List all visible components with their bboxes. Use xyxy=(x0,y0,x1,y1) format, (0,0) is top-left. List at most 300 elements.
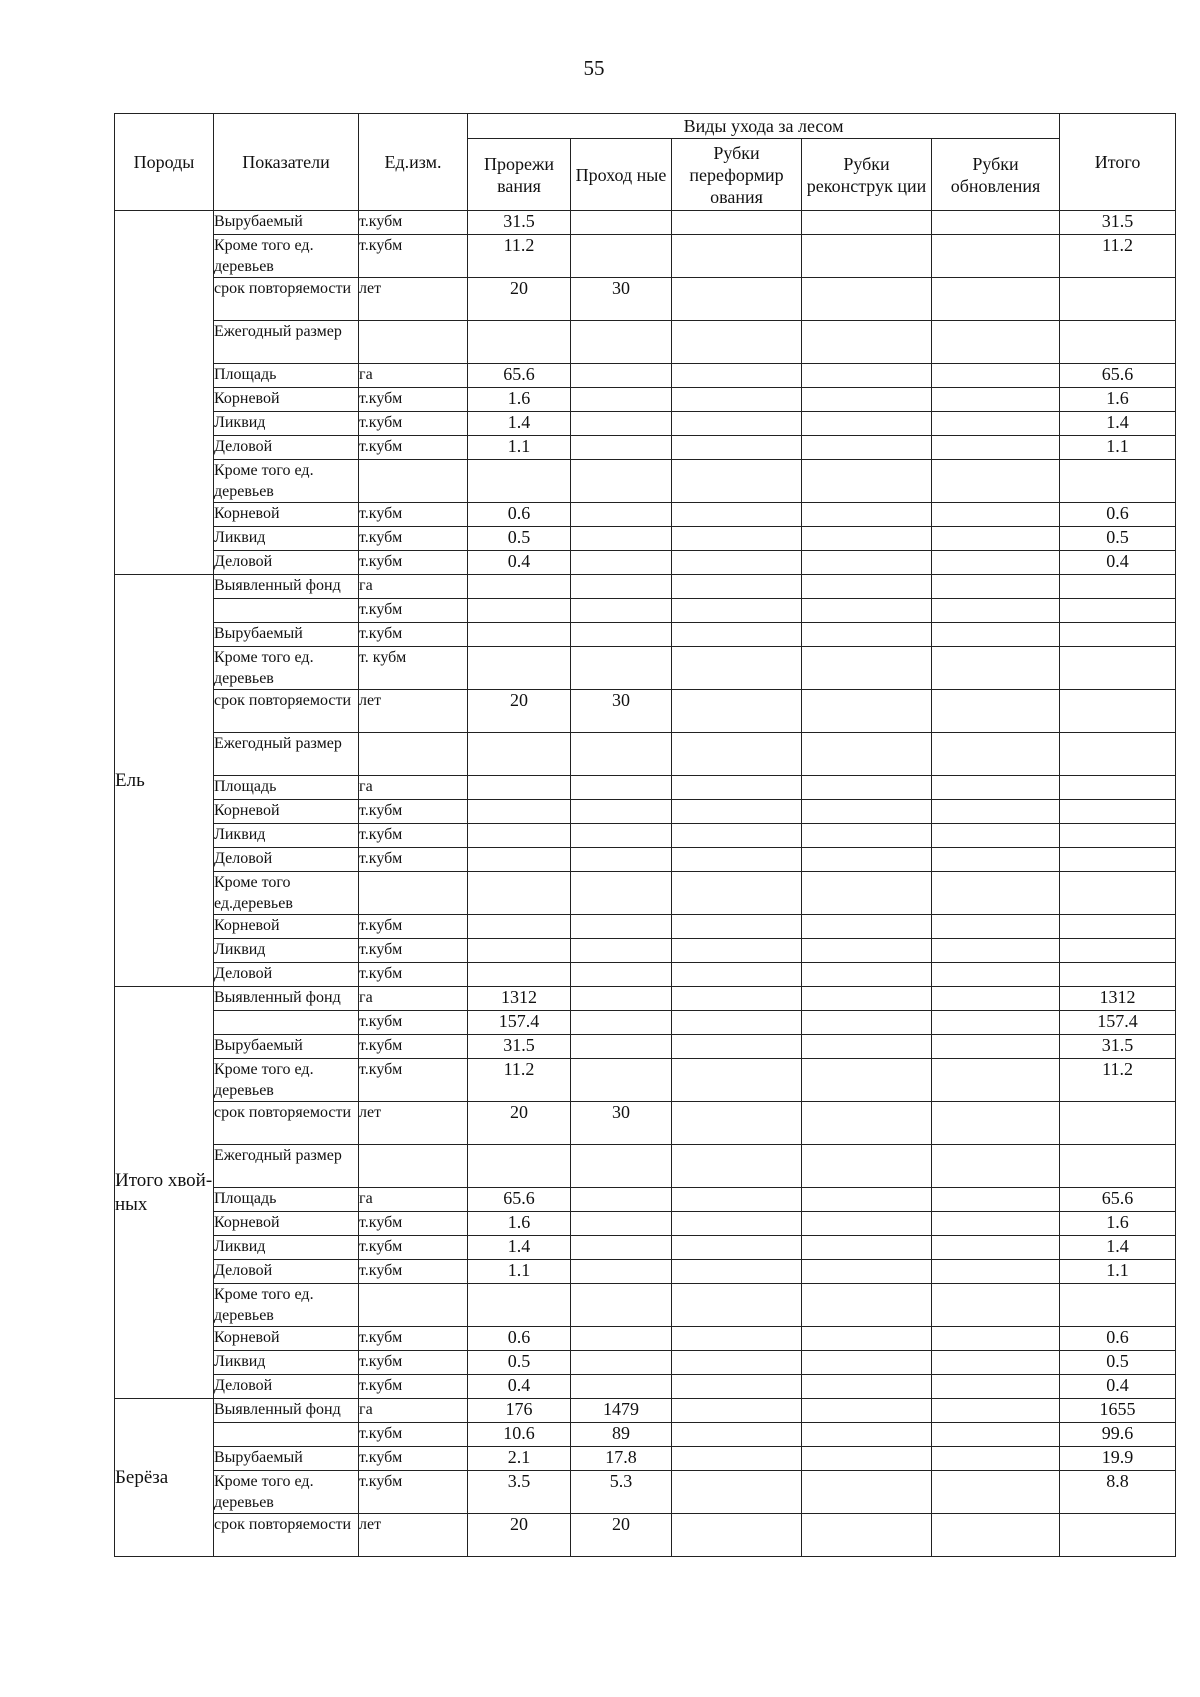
passage-cell xyxy=(571,211,672,235)
thinning-cell: 20 xyxy=(468,690,571,733)
total-cell xyxy=(1060,599,1176,623)
indicator-cell: Ежегодный размер xyxy=(214,733,359,776)
unit-cell: т.кубм xyxy=(359,1212,468,1236)
renewal-cell xyxy=(932,872,1060,915)
reform-cell xyxy=(672,987,802,1011)
reconstruct-cell xyxy=(802,1375,932,1399)
renewal-cell xyxy=(932,1035,1060,1059)
unit-cell: т.кубм xyxy=(359,915,468,939)
reform-cell xyxy=(672,1447,802,1471)
table-row xyxy=(115,776,1176,800)
thinning-cell: 1.6 xyxy=(468,1212,571,1236)
thinning-cell: 65.6 xyxy=(468,1188,571,1212)
reconstruct-cell xyxy=(802,235,932,278)
table-row xyxy=(115,1236,1176,1260)
indicator-cell: Выявленный фонд xyxy=(214,987,359,1011)
renewal-cell xyxy=(932,939,1060,963)
reconstruct-cell xyxy=(802,436,932,460)
table-row xyxy=(115,987,1176,1011)
reform-cell xyxy=(672,915,802,939)
indicator-cell: Вырубаемый xyxy=(214,623,359,647)
reform-cell xyxy=(672,575,802,599)
total-cell: 65.6 xyxy=(1060,364,1176,388)
indicator-cell: срок повторяемости xyxy=(214,278,359,321)
total-cell xyxy=(1060,848,1176,872)
reconstruct-cell xyxy=(802,1188,932,1212)
reconstruct-cell xyxy=(802,733,932,776)
thinning-cell: 0.5 xyxy=(468,1351,571,1375)
renewal-cell xyxy=(932,321,1060,364)
indicator-cell: Корневой xyxy=(214,915,359,939)
header-reform: Рубки переформир ования xyxy=(672,139,802,211)
table-row xyxy=(115,412,1176,436)
indicator-cell: Ликвид xyxy=(214,1236,359,1260)
indicator-cell xyxy=(214,1423,359,1447)
reform-cell xyxy=(672,690,802,733)
thinning-cell xyxy=(468,460,571,503)
table-row xyxy=(115,364,1176,388)
reform-cell xyxy=(672,1423,802,1447)
thinning-cell xyxy=(468,915,571,939)
thinning-cell: 20 xyxy=(468,1102,571,1145)
table-row xyxy=(115,800,1176,824)
unit-cell: т.кубм xyxy=(359,527,468,551)
table-row xyxy=(115,388,1176,412)
total-cell xyxy=(1060,575,1176,599)
passage-cell xyxy=(571,1284,672,1327)
total-cell xyxy=(1060,1284,1176,1327)
total-cell: 1.6 xyxy=(1060,1212,1176,1236)
renewal-cell xyxy=(932,800,1060,824)
table-row xyxy=(115,1514,1176,1557)
species-cell: Итого хвой- ных xyxy=(115,987,214,1399)
forest-care-table xyxy=(114,113,1176,1557)
passage-cell xyxy=(571,848,672,872)
thinning-cell xyxy=(468,1284,571,1327)
thinning-cell: 31.5 xyxy=(468,1035,571,1059)
renewal-cell xyxy=(932,1102,1060,1145)
reconstruct-cell xyxy=(802,1284,932,1327)
unit-cell: т.кубм xyxy=(359,1375,468,1399)
table-row xyxy=(115,235,1176,278)
reform-cell xyxy=(672,1260,802,1284)
indicator-cell: Деловой xyxy=(214,848,359,872)
reform-cell xyxy=(672,1375,802,1399)
passage-cell xyxy=(571,939,672,963)
thinning-cell xyxy=(468,963,571,987)
reform-cell xyxy=(672,963,802,987)
reform-cell xyxy=(672,1514,802,1557)
reconstruct-cell xyxy=(802,1236,932,1260)
renewal-cell xyxy=(932,436,1060,460)
passage-cell xyxy=(571,1145,672,1188)
table-row xyxy=(115,647,1176,690)
total-cell xyxy=(1060,939,1176,963)
renewal-cell xyxy=(932,1188,1060,1212)
unit-cell: га xyxy=(359,575,468,599)
species-cell: Берёза xyxy=(115,1399,214,1557)
total-cell: 65.6 xyxy=(1060,1188,1176,1212)
total-cell: 19.9 xyxy=(1060,1447,1176,1471)
table-row xyxy=(115,1212,1176,1236)
passage-cell: 5.3 xyxy=(571,1471,672,1514)
total-cell xyxy=(1060,1102,1176,1145)
reconstruct-cell xyxy=(802,1471,932,1514)
renewal-cell xyxy=(932,1447,1060,1471)
reconstruct-cell xyxy=(802,1447,932,1471)
table-row xyxy=(115,1471,1176,1514)
renewal-cell xyxy=(932,1284,1060,1327)
thinning-cell xyxy=(468,872,571,915)
unit-cell: т.кубм xyxy=(359,599,468,623)
table-row xyxy=(115,551,1176,575)
indicator-cell: Корневой xyxy=(214,388,359,412)
unit-cell: га xyxy=(359,776,468,800)
reform-cell xyxy=(672,800,802,824)
total-cell: 0.5 xyxy=(1060,527,1176,551)
passage-cell xyxy=(571,623,672,647)
indicator-cell: Ликвид xyxy=(214,1351,359,1375)
passage-cell xyxy=(571,599,672,623)
renewal-cell xyxy=(932,824,1060,848)
reform-cell xyxy=(672,321,802,364)
reform-cell xyxy=(672,551,802,575)
reconstruct-cell xyxy=(802,575,932,599)
unit-cell: га xyxy=(359,1399,468,1423)
thinning-cell: 0.4 xyxy=(468,551,571,575)
reconstruct-cell xyxy=(802,800,932,824)
renewal-cell xyxy=(932,460,1060,503)
thinning-cell: 11.2 xyxy=(468,1059,571,1102)
renewal-cell xyxy=(932,1327,1060,1351)
thinning-cell: 0.4 xyxy=(468,1375,571,1399)
indicator-cell: Ежегодный размер xyxy=(214,321,359,364)
unit-cell: т. кубм xyxy=(359,647,468,690)
passage-cell xyxy=(571,1351,672,1375)
passage-cell xyxy=(571,733,672,776)
table-row xyxy=(115,1351,1176,1375)
reconstruct-cell xyxy=(802,1035,932,1059)
thinning-cell: 0.6 xyxy=(468,503,571,527)
indicator-cell: Ежегодный размер xyxy=(214,1145,359,1188)
table-row xyxy=(115,1284,1176,1327)
unit-cell: т.кубм xyxy=(359,1471,468,1514)
indicator-cell: срок повторяемости xyxy=(214,690,359,733)
unit-cell: т.кубм xyxy=(359,436,468,460)
passage-cell xyxy=(571,388,672,412)
reconstruct-cell xyxy=(802,321,932,364)
passage-cell xyxy=(571,1188,672,1212)
unit-cell: т.кубм xyxy=(359,1447,468,1471)
total-cell: 99.6 xyxy=(1060,1423,1176,1447)
total-cell: 1.1 xyxy=(1060,1260,1176,1284)
unit-cell: т.кубм xyxy=(359,503,468,527)
reconstruct-cell xyxy=(802,1399,932,1423)
unit-cell: т.кубм xyxy=(359,388,468,412)
table-row xyxy=(115,436,1176,460)
renewal-cell xyxy=(932,987,1060,1011)
renewal-cell xyxy=(932,503,1060,527)
reform-cell xyxy=(672,211,802,235)
unit-cell xyxy=(359,1284,468,1327)
total-cell xyxy=(1060,1514,1176,1557)
table-row xyxy=(115,623,1176,647)
thinning-cell: 1312 xyxy=(468,987,571,1011)
reconstruct-cell xyxy=(802,623,932,647)
table-row xyxy=(115,599,1176,623)
thinning-cell xyxy=(468,800,571,824)
total-cell: 1.4 xyxy=(1060,1236,1176,1260)
reconstruct-cell xyxy=(802,824,932,848)
species-cell: Ель xyxy=(115,575,214,987)
unit-cell xyxy=(359,460,468,503)
total-cell xyxy=(1060,1145,1176,1188)
passage-cell xyxy=(571,1059,672,1102)
unit-cell: т.кубм xyxy=(359,551,468,575)
thinning-cell: 0.5 xyxy=(468,527,571,551)
reform-cell xyxy=(672,1471,802,1514)
unit-cell xyxy=(359,872,468,915)
thinning-cell: 31.5 xyxy=(468,211,571,235)
indicator-cell: Деловой xyxy=(214,436,359,460)
renewal-cell xyxy=(932,1236,1060,1260)
indicator-cell: Площадь xyxy=(214,776,359,800)
unit-cell: т.кубм xyxy=(359,211,468,235)
reconstruct-cell xyxy=(802,987,932,1011)
renewal-cell xyxy=(932,1145,1060,1188)
thinning-cell xyxy=(468,575,571,599)
reconstruct-cell xyxy=(802,1423,932,1447)
reform-cell xyxy=(672,1284,802,1327)
thinning-cell: 0.6 xyxy=(468,1327,571,1351)
renewal-cell xyxy=(932,776,1060,800)
unit-cell: лет xyxy=(359,1514,468,1557)
passage-cell xyxy=(571,1035,672,1059)
reconstruct-cell xyxy=(802,412,932,436)
table-row xyxy=(115,1260,1176,1284)
reform-cell xyxy=(672,1145,802,1188)
indicator-cell: Корневой xyxy=(214,503,359,527)
table-row xyxy=(115,1399,1176,1423)
passage-cell xyxy=(571,1375,672,1399)
total-cell: 1312 xyxy=(1060,987,1176,1011)
total-cell: 0.5 xyxy=(1060,1351,1176,1375)
total-cell xyxy=(1060,623,1176,647)
reconstruct-cell xyxy=(802,1145,932,1188)
unit-cell: т.кубм xyxy=(359,1260,468,1284)
reconstruct-cell xyxy=(802,690,932,733)
indicator-cell: Площадь xyxy=(214,364,359,388)
passage-cell xyxy=(571,1236,672,1260)
table-row xyxy=(115,915,1176,939)
total-cell: 157.4 xyxy=(1060,1011,1176,1035)
total-cell: 1.1 xyxy=(1060,436,1176,460)
thinning-cell: 1.4 xyxy=(468,1236,571,1260)
reform-cell xyxy=(672,824,802,848)
passage-cell xyxy=(571,1327,672,1351)
indicator-cell: Кроме того ед. деревьев xyxy=(214,1284,359,1327)
header-unit: Ед.изм. xyxy=(359,114,468,211)
total-cell xyxy=(1060,872,1176,915)
unit-cell xyxy=(359,1145,468,1188)
unit-cell: лет xyxy=(359,278,468,321)
table-row xyxy=(115,1102,1176,1145)
unit-cell: га xyxy=(359,1188,468,1212)
thinning-cell: 3.5 xyxy=(468,1471,571,1514)
passage-cell xyxy=(571,321,672,364)
reconstruct-cell xyxy=(802,211,932,235)
thinning-cell: 1.4 xyxy=(468,412,571,436)
indicator-cell: Ликвид xyxy=(214,527,359,551)
table-row xyxy=(115,848,1176,872)
reconstruct-cell xyxy=(802,1260,932,1284)
renewal-cell xyxy=(932,1514,1060,1557)
reconstruct-cell xyxy=(802,599,932,623)
reform-cell xyxy=(672,647,802,690)
reform-cell xyxy=(672,436,802,460)
total-cell: 0.6 xyxy=(1060,503,1176,527)
renewal-cell xyxy=(932,235,1060,278)
unit-cell: т.кубм xyxy=(359,1011,468,1035)
table-row xyxy=(115,1188,1176,1212)
unit-cell: т.кубм xyxy=(359,1423,468,1447)
unit-cell: т.кубм xyxy=(359,848,468,872)
table-row xyxy=(115,211,1176,235)
indicator-cell: Кроме того ед. деревьев xyxy=(214,1059,359,1102)
indicator-cell: Ликвид xyxy=(214,824,359,848)
renewal-cell xyxy=(932,412,1060,436)
passage-cell: 30 xyxy=(571,278,672,321)
renewal-cell xyxy=(932,364,1060,388)
thinning-cell: 2.1 xyxy=(468,1447,571,1471)
passage-cell xyxy=(571,1011,672,1035)
reconstruct-cell xyxy=(802,647,932,690)
reform-cell xyxy=(672,412,802,436)
passage-cell xyxy=(571,527,672,551)
reconstruct-cell xyxy=(802,872,932,915)
reform-cell xyxy=(672,1188,802,1212)
indicator-cell: Ликвид xyxy=(214,412,359,436)
passage-cell xyxy=(571,551,672,575)
reform-cell xyxy=(672,776,802,800)
renewal-cell xyxy=(932,647,1060,690)
table-row xyxy=(115,690,1176,733)
reconstruct-cell xyxy=(802,1514,932,1557)
renewal-cell xyxy=(932,848,1060,872)
total-cell: 1.4 xyxy=(1060,412,1176,436)
thinning-cell: 1.1 xyxy=(468,436,571,460)
indicator-cell: Деловой xyxy=(214,1375,359,1399)
indicator-cell: Деловой xyxy=(214,963,359,987)
reconstruct-cell xyxy=(802,1212,932,1236)
thinning-cell: 20 xyxy=(468,1514,571,1557)
header-indicator: Показатели xyxy=(214,114,359,211)
renewal-cell xyxy=(932,915,1060,939)
total-cell xyxy=(1060,690,1176,733)
total-cell xyxy=(1060,733,1176,776)
total-cell: 11.2 xyxy=(1060,1059,1176,1102)
reconstruct-cell xyxy=(802,1102,932,1145)
indicator-cell: Кроме того ед. деревьев xyxy=(214,647,359,690)
reform-cell xyxy=(672,364,802,388)
renewal-cell xyxy=(932,733,1060,776)
reconstruct-cell xyxy=(802,963,932,987)
renewal-cell xyxy=(932,278,1060,321)
table-row xyxy=(115,872,1176,915)
indicator-cell: Кроме того ед. деревьев xyxy=(214,1471,359,1514)
total-cell: 0.6 xyxy=(1060,1327,1176,1351)
reform-cell xyxy=(672,503,802,527)
unit-cell: т.кубм xyxy=(359,824,468,848)
table-row xyxy=(115,1423,1176,1447)
thinning-cell xyxy=(468,848,571,872)
passage-cell xyxy=(571,824,672,848)
indicator-cell xyxy=(214,1011,359,1035)
reform-cell xyxy=(672,733,802,776)
reform-cell xyxy=(672,1399,802,1423)
renewal-cell xyxy=(932,211,1060,235)
total-cell: 1.6 xyxy=(1060,388,1176,412)
thinning-cell: 11.2 xyxy=(468,235,571,278)
renewal-cell xyxy=(932,623,1060,647)
renewal-cell xyxy=(932,1375,1060,1399)
header-renewal: Рубки обновления xyxy=(932,139,1060,211)
total-cell xyxy=(1060,824,1176,848)
unit-cell: т.кубм xyxy=(359,1327,468,1351)
indicator-cell: срок повторяемости xyxy=(214,1514,359,1557)
thinning-cell xyxy=(468,647,571,690)
reconstruct-cell xyxy=(802,1059,932,1102)
thinning-cell: 1.1 xyxy=(468,1260,571,1284)
unit-cell: т.кубм xyxy=(359,623,468,647)
reform-cell xyxy=(672,599,802,623)
total-cell: 31.5 xyxy=(1060,1035,1176,1059)
header-reconstruct: Рубки реконструк ции xyxy=(802,139,932,211)
passage-cell: 1479 xyxy=(571,1399,672,1423)
renewal-cell xyxy=(932,963,1060,987)
renewal-cell xyxy=(932,1351,1060,1375)
indicator-cell: Вырубаемый xyxy=(214,1035,359,1059)
unit-cell: лет xyxy=(359,1102,468,1145)
unit-cell: т.кубм xyxy=(359,235,468,278)
thinning-cell xyxy=(468,733,571,776)
total-cell xyxy=(1060,776,1176,800)
passage-cell xyxy=(571,436,672,460)
renewal-cell xyxy=(932,551,1060,575)
reform-cell xyxy=(672,1236,802,1260)
reform-cell xyxy=(672,1011,802,1035)
thinning-cell xyxy=(468,1145,571,1188)
table-row xyxy=(115,527,1176,551)
reconstruct-cell xyxy=(802,848,932,872)
table-row xyxy=(115,1375,1176,1399)
indicator-cell: Деловой xyxy=(214,551,359,575)
reconstruct-cell xyxy=(802,551,932,575)
renewal-cell xyxy=(932,1260,1060,1284)
passage-cell xyxy=(571,872,672,915)
reform-cell xyxy=(672,235,802,278)
unit-cell xyxy=(359,321,468,364)
passage-cell: 30 xyxy=(571,1102,672,1145)
passage-cell xyxy=(571,575,672,599)
thinning-cell: 1.6 xyxy=(468,388,571,412)
passage-cell xyxy=(571,915,672,939)
renewal-cell xyxy=(932,1471,1060,1514)
table-row xyxy=(115,1059,1176,1102)
total-cell: 11.2 xyxy=(1060,235,1176,278)
table-body xyxy=(115,211,1176,1557)
total-cell xyxy=(1060,915,1176,939)
